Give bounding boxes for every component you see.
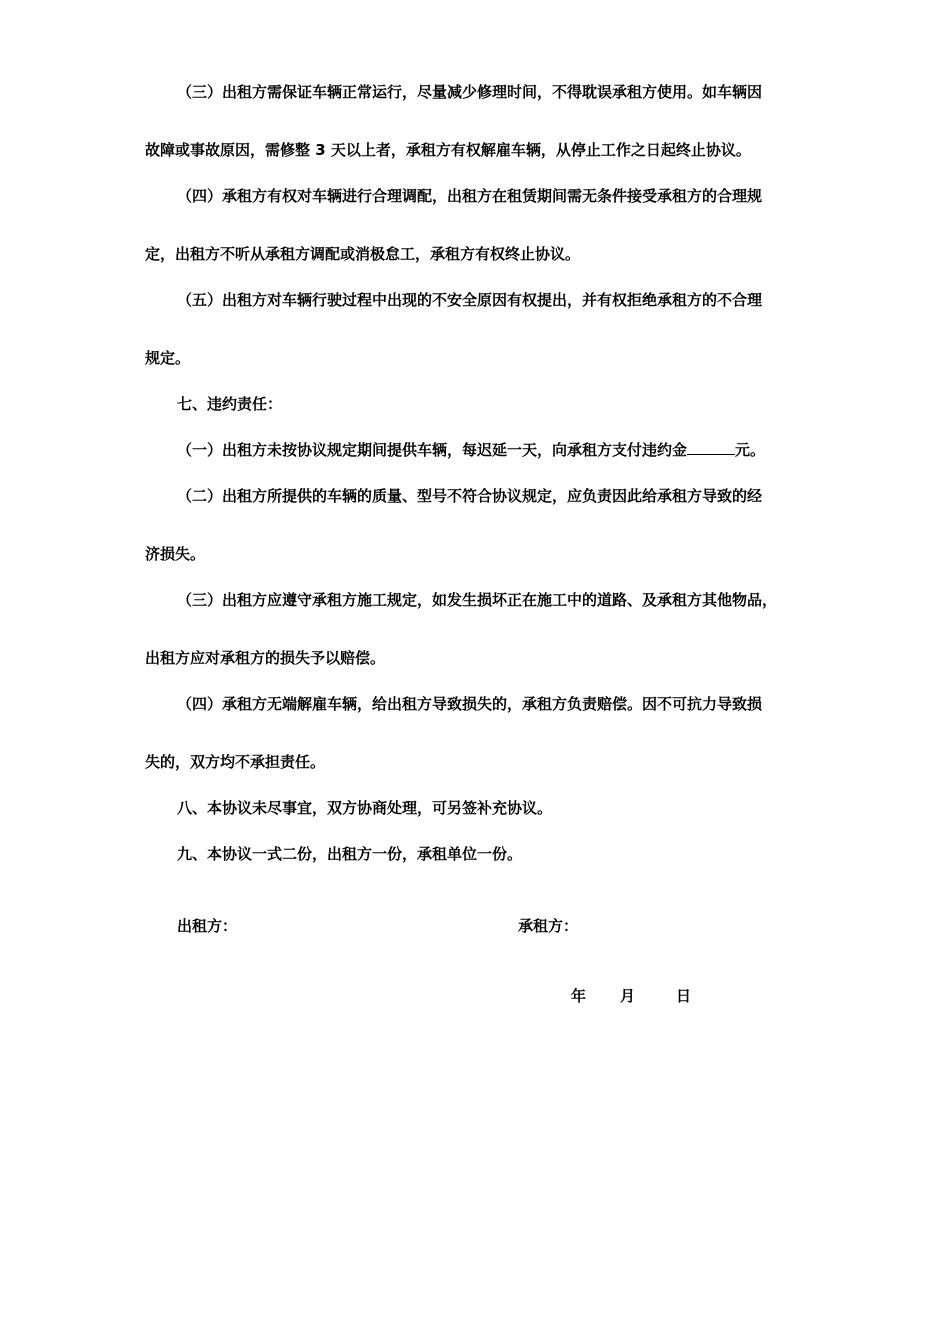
penalty-amount-blank (687, 440, 735, 455)
clause7-item1 (177, 440, 847, 460)
clause7-item2-line2: 济损失。 (145, 545, 206, 563)
date-month: 月 (620, 987, 636, 1005)
clause6-item3-line1: （三）出租方需保证车辆正常运行，尽量减少修理时间，不得耽误承租方使用。如车辆因 (177, 83, 763, 101)
clause6-item4-line2: 定，出租方不听从承租方调配或消极怠工，承租方有权终止协议。 (145, 245, 581, 263)
clause6-item4-line1: （四）承租方有权对车辆进行合理调配，出租方在租赁期间需无条件接受承租方的合理规 (177, 187, 763, 205)
clause7-item3-line1: （三）出租方应遵守承租方施工规定，如发生损坏正在施工中的道路、及承租方其他物品， (177, 591, 778, 609)
clause7-item3-line2: 出租方应对承租方的损失予以赔偿。 (145, 649, 386, 667)
lessee-signature-label: 承租方： (518, 917, 579, 935)
clause7-item4-line2: 失的，双方均不承担责任。 (145, 753, 326, 771)
date-day: 日 (676, 987, 692, 1005)
clause6-item5-line2: 规定。 (145, 349, 191, 367)
clause7-heading: 七、违约责任： (177, 395, 283, 413)
clause7-item1-unit: 元。 (735, 441, 766, 459)
clause7-item4-line1: （四）承租方无端解雇车辆，给出租方导致损失的，承租方负责赔偿。因不可抗力导致损 (177, 695, 763, 713)
clause6-item5-line1: （五）出租方对车辆行驶过程中出现的不安全原因有权提出，并有权拒绝承租方的不合理 (177, 291, 763, 309)
clause9: 九、本协议一式二份，出租方一份，承租单位一份。 (177, 845, 523, 863)
lessor-signature-label: 出租方： (177, 917, 238, 935)
clause6-item3-line2: 故障或事故原因，需修整 3 天以上者，承租方有权解雇车辆，从停止工作之日起终止协议。 (145, 141, 751, 159)
clause8: 八、本协议未尽事宜，双方协商处理，可另签补充协议。 (177, 799, 553, 817)
date-year: 年 (571, 987, 587, 1005)
clause7-item1-text: （一）出租方未按协议规定期间提供车辆，每迟延一天，向承租方支付违约金 (177, 441, 688, 459)
clause7-item2-line1: （二）出租方所提供的车辆的质量、型号不符合协议规定，应负责因此给承租方导致的经 (177, 487, 763, 505)
